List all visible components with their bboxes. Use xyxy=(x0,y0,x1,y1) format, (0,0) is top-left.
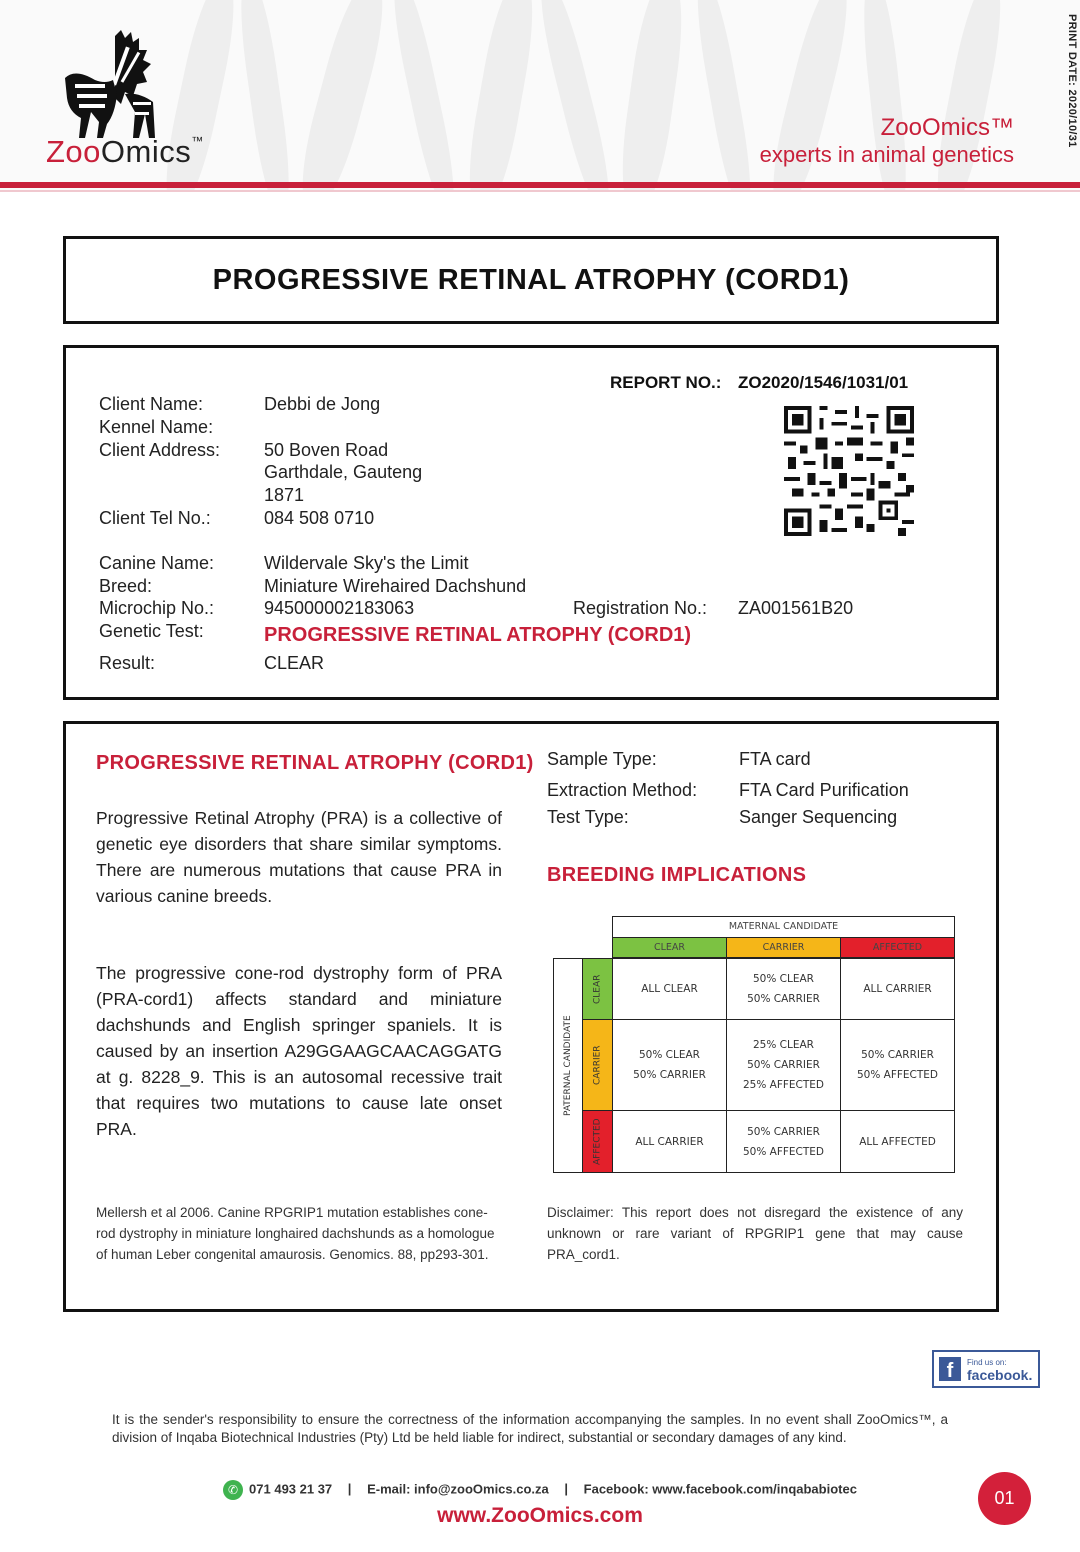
client-name: Debbi de Jong xyxy=(264,394,381,414)
qr-code-icon xyxy=(783,406,915,536)
cell-affected-clear: ALL CARRIER xyxy=(612,1110,727,1173)
extraction-method: FTA Card Purification xyxy=(739,780,909,800)
cell-carrier-clear: 50% CLEAR 50% CARRIER xyxy=(612,1019,727,1111)
brand-name: ZooOmics™ xyxy=(880,114,1014,141)
breeding-title: BREEDING IMPLICATIONS xyxy=(547,864,807,886)
test-type-label: Test Type: xyxy=(547,807,629,827)
col-affected: AFFECTED xyxy=(840,937,955,958)
col-carrier: CARRIER xyxy=(726,937,841,958)
cell-affected-carrier: 50% CARRIER 50% AFFECTED xyxy=(726,1110,841,1173)
paternal-header: PATERNAL CANDIDATE xyxy=(553,958,583,1173)
genetic-test-label: Genetic Test: xyxy=(99,621,204,641)
contact-line: ✆ 071 493 21 37 | E-mail: info@zooOmics.co.za | Facebook: www.facebook.com/inqababiotec xyxy=(0,1480,1080,1500)
client-tel-label: Client Tel No.: xyxy=(99,508,211,528)
breed-label: Breed: xyxy=(99,576,153,596)
facebook-badge[interactable] xyxy=(932,1350,1040,1388)
facebook-icon: f xyxy=(939,1357,961,1381)
header-rule-light xyxy=(0,190,1080,192)
extraction-label: Extraction Method: xyxy=(547,780,698,800)
disclaimer: Disclaimer: This report does not disregard the existence of any unknown or rare variant of RPGRIP1 gene that may cause PRA_cord1. xyxy=(547,1205,963,1262)
cell-clear-clear: ALL CLEAR xyxy=(612,958,727,1020)
row-carrier: CARRIER xyxy=(582,1019,613,1111)
facebook-url[interactable]: Facebook: www.facebook.com/inqababiotec xyxy=(583,1481,857,1497)
row-clear: CLEAR xyxy=(582,958,613,1020)
email[interactable]: E-mail: info@zooOmics.co.za xyxy=(367,1481,549,1497)
sample-type: FTA card xyxy=(739,749,811,769)
maternal-header: MATERNAL CANDIDATE xyxy=(612,916,955,938)
address-line-3: 1871 xyxy=(264,485,305,505)
report-no: ZO2020/1546/1031/01 xyxy=(738,373,909,392)
row-affected: AFFECTED xyxy=(582,1110,613,1173)
brand-tagline: experts in animal genetics xyxy=(759,142,1014,167)
test-type: Sanger Sequencing xyxy=(739,807,898,827)
cell-clear-carrier: 50% CLEAR 50% CARRIER xyxy=(726,958,841,1020)
client-address-label: Client Address: xyxy=(99,440,221,460)
section-title: PROGRESSIVE RETINAL ATROPHY (CORD1) xyxy=(96,752,534,774)
sample-type-label: Sample Type: xyxy=(547,749,657,769)
address-line-1: 50 Boven Road xyxy=(264,440,389,460)
breed: Miniature Wirehaired Dachshund xyxy=(264,576,527,596)
description-paragraph-1: Progressive Retinal Atrophy (PRA) is a collective of genetic eye disorders that share similar symptoms. There are numerous mutations that cause PRA in various canine breeds. xyxy=(96,808,502,906)
col-clear: CLEAR xyxy=(612,937,727,958)
canine-name-label: Canine Name: xyxy=(99,553,215,573)
whatsapp-icon: ✆ xyxy=(223,1480,243,1500)
canine-name: Wildervale Sky's the Limit xyxy=(264,553,469,573)
report-no-label: REPORT NO.: xyxy=(610,373,722,392)
fb-big-text: facebook. xyxy=(967,1367,1033,1383)
description-paragraph-2: The progressive cone-rod dystrophy form of PRA (PRA-cord1) affects standard and miniature dachshunds and English springer spaniels. It is caused by an insertion A29GGAAGCAACAGGATG at g. 8228_9. This is an autosomal recessive trait that requires two mutations to cause late onset PRA. xyxy=(96,963,502,1139)
liability-notice: It is the sender's responsibility to ensure the correctness of the information accompanying the samples. In no event shall ZooOmics™, a division of Inqaba Biotechnical Industries (Pty) Ltd be held liable for indirect, substantial or secondary damages of any kind. xyxy=(112,1412,948,1445)
header-rule xyxy=(0,182,1080,188)
print-date: PRINT DATE: 2020/10/31 xyxy=(1066,14,1078,148)
title-box xyxy=(63,236,999,324)
microchip-label: Microchip No.: xyxy=(99,598,215,618)
page-number-badge: 01 xyxy=(978,1472,1031,1525)
registration-label: Registration No.: xyxy=(573,598,708,618)
reference-citation: Mellersh et al 2006. Canine RPGRIP1 mutation establishes cone-rod dystrophy in miniature longhaired dachshunds as a homologue of human Leber congenital amaurosis. Genomics. 88, pp293-301. xyxy=(96,1205,495,1262)
client-tel: 084 508 0710 xyxy=(264,508,375,528)
registration: ZA001561B20 xyxy=(738,598,854,618)
zebra-logo-icon xyxy=(55,28,175,138)
cell-carrier-affected: 50% CARRIER 50% AFFECTED xyxy=(840,1019,955,1111)
genetic-test: PROGRESSIVE RETINAL ATROPHY (CORD1) xyxy=(264,624,692,646)
cell-carrier-carrier: 25% CLEAR 50% CARRIER 25% AFFECTED xyxy=(726,1019,841,1111)
address-line-2: Garthdale, Gauteng xyxy=(264,462,423,482)
kennel-name-label: Kennel Name: xyxy=(99,417,214,437)
website-link[interactable]: www.ZooOmics.com xyxy=(437,1504,643,1527)
cell-affected-affected: ALL AFFECTED xyxy=(840,1110,955,1173)
result-label: Result: xyxy=(99,653,156,673)
breeding-table xyxy=(553,916,956,1174)
document-title: PROGRESSIVE RETINAL ATROPHY (CORD1) xyxy=(212,263,850,296)
fb-small-text: Find us on: xyxy=(967,1358,1007,1367)
cell-clear-affected: ALL CARRIER xyxy=(840,958,955,1020)
microchip: 945000002183063 xyxy=(264,598,415,618)
logo-text: ZooOmics™ xyxy=(46,134,204,169)
result: CLEAR xyxy=(264,653,325,673)
client-name-label: Client Name: xyxy=(99,394,204,414)
phone: 071 493 21 37 xyxy=(249,1481,333,1497)
